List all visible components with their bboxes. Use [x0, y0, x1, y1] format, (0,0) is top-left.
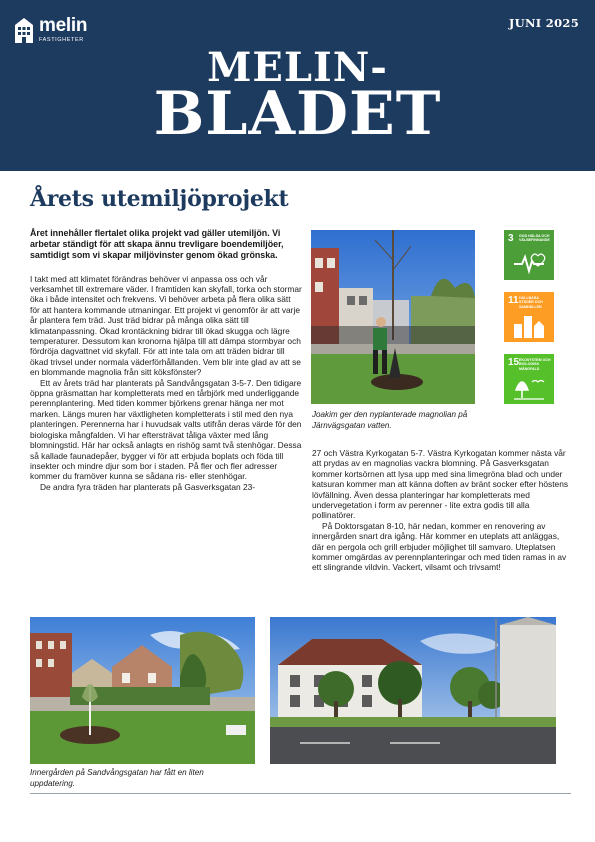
- article-paragraph: I takt med att klimatet förändras behöver vi anpassa oss och vår verksamhet till extremare väder. I framtiden kan skyfall, torka och stormar öka i både intensitet och frekvens. Vi behöver arbeta på flera olika sätt för att hantera kommande utmaningar. Ett projekt vi genomför är att varje år plantera fem träd. Just träd bidrar på många olika sätt till klimatanpassning. Ökad krontäckning bidrar till ökad skugga och lägre temperaturer. Dessutom kan kronorna hjälpa till att dämpa stormbyar och fördröja dagvattnet vid skyfall. För att inte tala om att träden bidrar till ökad trivsel under normala väderförhållanden. Vem blir inte glad av att se en blommande magnolia från sitt köksfönster?: [30, 273, 302, 378]
- article-headline: Årets utemiljöprojekt: [30, 186, 289, 212]
- photo-watering-magnolia: [311, 230, 475, 404]
- sdg-badge-11: [504, 292, 554, 342]
- photo-caption: Innergården på Sandvångsgatan har fått en liten uppdatering.: [30, 768, 204, 788]
- sdg-label: EKOSYSTEM OCH BIOLOGISK MÅNGFALD: [519, 358, 551, 371]
- sdg-number: 3: [508, 233, 514, 244]
- sdg-number: 15: [508, 357, 520, 368]
- logo-subtitle: FASTIGHETER: [39, 37, 84, 43]
- footer-divider: [30, 793, 571, 794]
- newsletter-title-line2: BLADET: [153, 79, 442, 149]
- masthead: [0, 0, 595, 171]
- newsletter-title-line1: MELIN-: [207, 44, 388, 91]
- melin-logo[interactable]: [14, 16, 104, 46]
- article-paragraph: De andra fyra träden har planterats på Gasverksgatan 23-: [40, 481, 256, 492]
- article-left-column: [30, 228, 302, 492]
- article-lead: Året innehåller flertalet olika projekt vad gäller utemiljön. Vi arbetar ständigt för att skapa ännu trevligare boendemiljöer, samtidigt som vi skapar miljövinster genom ökad grönska.: [30, 228, 284, 261]
- article-paragraph: Ett av årets träd har planterats på Sandvångsgatan 3-5-7. Den tidigare öppna gräsmattan har kompletterats med en tårbjörk med underliggande perennplantering. Med tiden kommer björkens grenar hänga ner mot marken. Längs muren har växtligheten kompletterats i stil med den nya planteringen. Perennerna har i huvudsak valts utifrån deras värde för den biologiska mångfalden. Vi har eftersträvat tåliga växter med lång blomningstid. Här har också anlagts en rishög samt två stenhögar. Dessa så kallade faunadepåer, bygger vi för att erbjuda boplats och föda till insekter och mindre djur som bor i staden. På fler och fler adresser kommer du framöver kunna se sådana ris- eller stenhögar.: [30, 377, 302, 482]
- building-logo-icon: [14, 16, 34, 44]
- city-icon: [512, 312, 546, 338]
- article-paragraph: 27 och Västra Kyrkogatan 5-7. Västra Kyrkogatan kommer nästa vår att prydas av en magnolias vackra blomning. På Gasverksgatan kommer kortsörnen att lysa upp med sina limegröna blad och under katsuran kommer man att känna doften av bränt socker efter höstens lövfällning. Även dessa planteringar har kompletterats med undervegetation i form av perenner - lite extra godis till alla pollinatörer.: [312, 448, 569, 521]
- heartbeat-icon: [512, 250, 546, 276]
- sdg-number: 11: [508, 295, 519, 306]
- issue-date: JUNI 2025: [508, 16, 579, 30]
- logo-name: melin: [39, 15, 88, 36]
- tree-bird-icon: [512, 374, 546, 400]
- photo-courtyard-sandvangsgatan: [30, 617, 255, 764]
- article-paragraph: På Doktorsgatan 8-10, här nedan, kommer en renovering av innergården snart dra igång. Här kommer en uteplats att anläggas, där en pergola och grill erbjuder möjlighet till samvaro. Uteplatsen kommer omgärdas av perennplanteringar och med tiden ramas in av ett slingrande vildvin. Vackert, vilsamt och trivsamt!: [312, 520, 567, 573]
- sdg-label: HÅLLBARA STÄDER OCH SAMHÄLLEN: [519, 296, 543, 309]
- article-right-column: [312, 448, 570, 573]
- photo-caption: Joakim ger den nyplanterade magnolian på Järnvägsgatan vatten.: [312, 410, 468, 430]
- sdg-badge-15: [504, 354, 554, 404]
- sdg-badge-3: [504, 230, 554, 280]
- photo-doktorsgatan: [270, 617, 556, 764]
- sdg-label: GOD HÄLSA OCH VÄLBEFINNANDE: [519, 234, 550, 243]
